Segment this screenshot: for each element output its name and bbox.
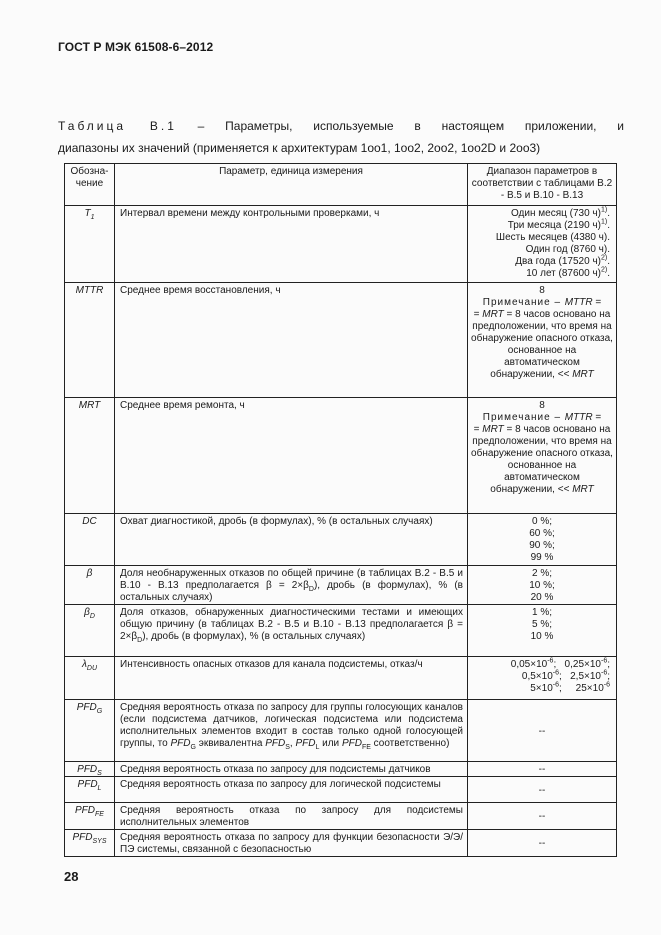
row-symbol: $T_1$: [65, 206, 115, 283]
row-parameter: Средняя вероятность отказа по запросу для подсистемы датчиков: [115, 762, 468, 777]
table-row: [65, 777, 617, 803]
row-symbol: $PFD_{FE}$: [65, 803, 115, 830]
table-row: [65, 657, 617, 700]
row-parameter: Средняя вероятность отказа по запросу для логической подсистемы: [115, 777, 468, 803]
table-row: [65, 803, 617, 830]
table-caption: [58, 115, 624, 159]
row-symbol: $\lambda_{DU}$: [65, 657, 115, 700]
parameters-table: [64, 163, 617, 857]
table-row: [65, 566, 617, 605]
row-range: --: [468, 700, 617, 762]
row-parameter: Средняя вероятность отказа по запросу для подсистемы исполнительных элементов: [115, 803, 468, 830]
header-range: Диапазон параметров в соответствии с таблицами В.2 - В.5 и В.10 - В.13: [468, 164, 617, 206]
row-parameter: Средняя вероятность отказа по запросу для функции безопасности Э/Э/ПЭ системы, связанной с безопасностью: [115, 830, 468, 857]
row-symbol: $PFD_{SYS}$: [65, 830, 115, 857]
table-row: [65, 283, 617, 398]
row-parameter: Интервал времени между контрольными проверками, ч: [115, 206, 468, 283]
table-row: [65, 700, 617, 762]
row-parameter: Доля отказов, обнаруженных диагностическими тестами и имеющих общую причину (в таблицах В.2 - В.5 и В.10 - В.13 предполагается $\beta = 2\times\beta_D$), дробь (в формулах), % (в остальных случаях): [115, 605, 468, 657]
row-range: --: [468, 777, 617, 803]
row-symbol: MRT: [65, 398, 115, 514]
page-number: 28: [64, 869, 79, 884]
row-range: --: [468, 803, 617, 830]
table-row: [65, 830, 617, 857]
row-symbol: MTTR: [65, 283, 115, 398]
table-row: [65, 206, 617, 283]
table-caption-text-1: – Параметры, используемые в настоящем приложении, и: [176, 119, 624, 133]
row-range: 1 %; 5 %; 10 %: [468, 605, 617, 657]
row-range: 8 Примечание – MTTR = = MRT = 8 часов основано на предположении, что время на обнаружение опасного отказа, основанное на автоматическом обнаружении, << MRT: [468, 398, 617, 514]
table-caption-text-2: диапазоны их значений (применяется к архитектурам 1oo1, 1oo2, 2oo2, 1oo2D и 2oo3): [58, 141, 541, 155]
row-parameter: Интенсивность опасных отказов для канала подсистемы, отказ/ч: [115, 657, 468, 700]
row-symbol: $\beta_D$: [65, 605, 115, 657]
table-row: [65, 514, 617, 566]
table-caption-label: Таблица В.1: [58, 119, 177, 133]
header-parameter: Параметр, единица измерения: [115, 164, 468, 206]
row-parameter: Среднее время восстановления, ч: [115, 283, 468, 398]
row-symbol: $PFD_G$: [65, 700, 115, 762]
row-range: 2 %; 10 %; 20 %: [468, 566, 617, 605]
header-symbol: Обозна- чение: [65, 164, 115, 206]
row-range: 0 %; 60 %; 90 %; 99 %: [468, 514, 617, 566]
table-row: [65, 398, 617, 514]
row-symbol: DC: [65, 514, 115, 566]
table-row: [65, 762, 617, 777]
table-header-row: [65, 164, 617, 206]
row-parameter: Средняя вероятность отказа по запросу для группы голосующих каналов (если подсистема датчиков, логическая подсистема или подсистема исполнительных элементов входит в состав только одной голосующей группы, то $PFD_G$ эквивалентна $PFD_S$, $PFD_L$ или $PFD_{FE}$ соответственно): [115, 700, 468, 762]
row-symbol: $PFD_S$: [65, 762, 115, 777]
row-parameter: Доля необнаруженных отказов по общей причине (в таблицах В.2 - В.5 и В.10 - В.13 предполагается $\beta = 2\times\beta_D$), дробь (в формулах), % (в остальных случаях): [115, 566, 468, 605]
row-symbol: β: [65, 566, 115, 605]
row-range: --: [468, 762, 617, 777]
row-parameter: Среднее время ремонта, ч: [115, 398, 468, 514]
row-range: $0,05\times 10^{-6}$; $0,25\times 10^{-6}$; $0,5\times 10^{-6}$; $2,5\times 10^{-6}$; $5\times 10^{-6}$; $25\times 10^{-6}$: [468, 657, 617, 700]
table-row: [65, 605, 617, 657]
row-symbol: $PFD_L$: [65, 777, 115, 803]
row-range: 8 Примечание – MTTR = = MRT = 8 часов основано на предположении, что время на обнаружение опасного отказа, основанное на автоматическом обнаружении, << MRT: [468, 283, 617, 398]
row-range: --: [468, 830, 617, 857]
row-parameter: Охват диагностикой, дробь (в формулах), % (в остальных случаях): [115, 514, 468, 566]
row-range: Один месяц (730 ч)$^{1)}$. Три месяца (2190 ч)$^{1)}$. Шесть месяцев (4380 ч). Один год (8760 ч). Два года (17520 ч)$^{2)}$. 10 лет (87600 ч)$^{2)}$.: [468, 206, 617, 283]
document-header: ГОСТ Р МЭК 61508-6–2012: [58, 40, 214, 54]
